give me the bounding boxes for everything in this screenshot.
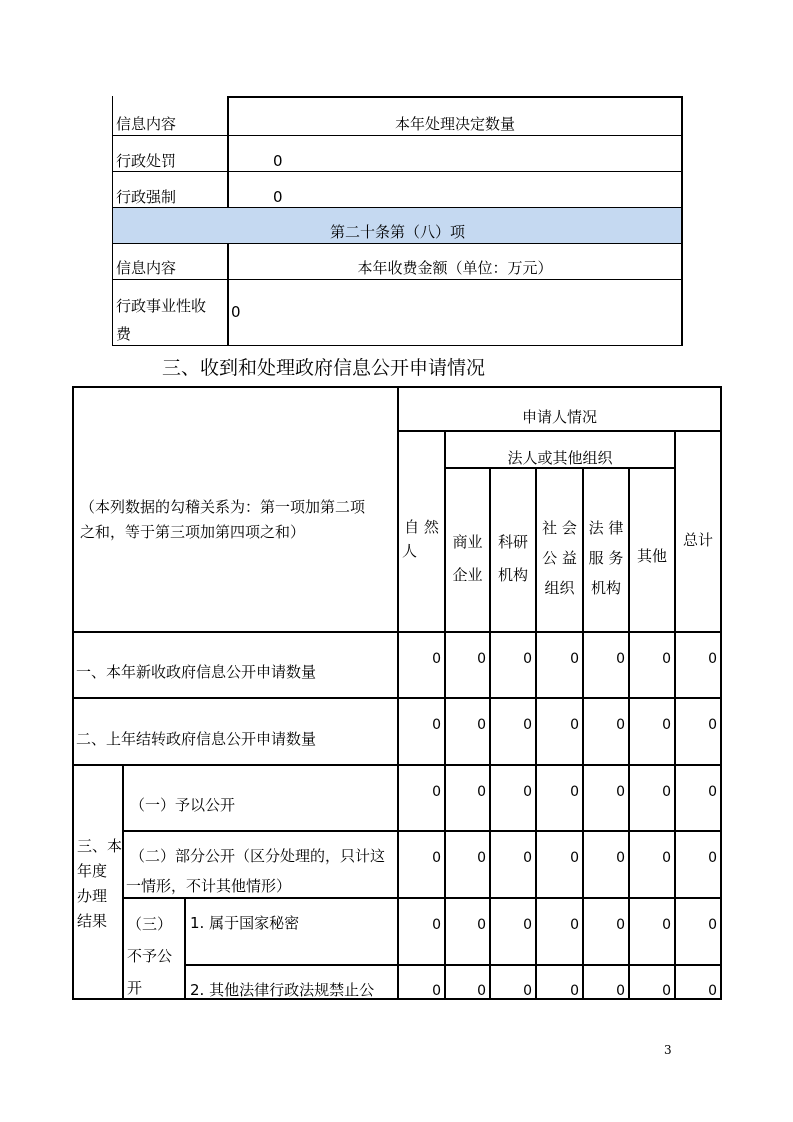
row-label-state-secret: 1. 属于国家秘密	[190, 914, 300, 932]
col-legal-service-line: 机构	[590, 579, 621, 597]
row-label-carried-over: 二、上年结转政府信息公开申请数量	[76, 730, 317, 748]
value-cell: 0	[708, 717, 717, 733]
table-border	[112, 243, 683, 244]
value-cell: 0	[477, 917, 486, 933]
header-right-label: 本年处理决定数量	[394, 115, 515, 133]
value-cell: 0	[616, 784, 625, 800]
value-cell: 0	[616, 917, 625, 933]
col-social-line: 组织	[544, 579, 575, 597]
table-border	[112, 279, 683, 280]
row-label-disclosed: （一）予以公开	[130, 796, 236, 814]
table-border	[112, 207, 683, 208]
row-value-enforcement: 0	[273, 188, 283, 206]
value-cell: 0	[708, 983, 717, 999]
table-border	[112, 171, 683, 172]
sub-group-label-line: 开	[127, 979, 143, 997]
value-cell: 0	[477, 651, 486, 667]
value-cell: 0	[477, 784, 486, 800]
value-cell: 0	[432, 784, 441, 800]
value-cell: 0	[662, 651, 671, 667]
col-legal-service	[584, 516, 628, 600]
table-border	[72, 697, 722, 699]
row-label-penalty: 行政处罚	[116, 152, 177, 170]
value-cell: 0	[432, 651, 441, 667]
value-cell: 0	[477, 717, 486, 733]
value-cell: 0	[523, 717, 532, 733]
col-social-line: 社 会	[542, 519, 577, 537]
col-legal-service-line: 法 律	[588, 519, 624, 537]
header-left-label: 信息内容	[116, 115, 177, 133]
col-commercial-line: 商业	[452, 533, 483, 551]
table-border	[720, 386, 722, 1000]
value-cell: 0	[708, 917, 717, 933]
value-cell: 0	[523, 850, 532, 866]
group-label-line: 三、本	[77, 837, 123, 855]
fee-header-left: 信息内容	[116, 259, 177, 277]
col-total: 总计	[682, 531, 713, 549]
row-label-enforcement: 行政强制	[116, 188, 177, 206]
row-label-other-laws: 2. 其他法律行政法规禁止公	[190, 981, 375, 999]
col-research	[491, 530, 535, 587]
table-border	[122, 897, 722, 899]
row-label-partial-line1: （二）部分公开（区分处理的，只计这	[130, 847, 386, 865]
section-band-label: 第二十条第（八）项	[329, 223, 465, 241]
value-cell: 0	[708, 850, 717, 866]
fee-row-label: 行政事业性收	[116, 297, 207, 315]
value-cell: 0	[708, 784, 717, 800]
table-border	[112, 135, 683, 136]
table-border	[72, 764, 722, 766]
value-cell: 0	[477, 983, 486, 999]
note-line-1: （本列数据的勾稽关系为：第一项加第二项	[80, 498, 366, 516]
legal-group-header: 法人或其他组织	[507, 449, 613, 467]
row-label-new-requests: 一、本年新收政府信息公开申请数量	[76, 663, 317, 681]
table-border	[227, 96, 683, 98]
col-social-line: 公 益	[542, 549, 577, 567]
value-cell: 0	[432, 717, 441, 733]
col-natural-person-line: 自 然	[404, 518, 439, 536]
col-commercial-line: 企业	[452, 566, 483, 584]
sub-group-label-line: （三）	[127, 915, 173, 933]
table-border	[112, 345, 683, 346]
value-cell: 0	[570, 850, 579, 866]
applicant-header: 申请人情况	[521, 408, 597, 426]
group-label-line: 结果	[77, 912, 108, 930]
table-border	[227, 96, 229, 208]
value-cell: 0	[570, 784, 579, 800]
sub-group-label-line: 不予公	[127, 947, 173, 965]
page-number: 3	[664, 1043, 672, 1057]
col-natural-person-line: 人	[402, 542, 418, 560]
table-border	[122, 830, 722, 832]
value-cell: 0	[662, 717, 671, 733]
col-research-line: 科研	[497, 533, 528, 551]
fee-row-value: 0	[231, 303, 241, 321]
value-cell: 0	[570, 651, 579, 667]
col-research-line: 机构	[497, 566, 528, 584]
value-cell: 0	[570, 917, 579, 933]
table-border	[184, 964, 722, 966]
value-cell: 0	[523, 784, 532, 800]
col-other: 其他	[636, 547, 667, 565]
value-cell: 0	[432, 983, 441, 999]
value-cell: 0	[616, 850, 625, 866]
value-cell: 0	[432, 850, 441, 866]
sub-group-label-not-disclosed	[124, 908, 187, 1004]
table-border	[72, 631, 722, 633]
fee-row-label-cont: 费	[116, 325, 132, 343]
value-cell: 0	[616, 651, 625, 667]
table-border	[444, 430, 446, 1000]
table-border	[674, 430, 676, 1000]
value-cell: 0	[662, 917, 671, 933]
value-cell: 0	[662, 983, 671, 999]
table-border	[681, 96, 683, 346]
note-line-2: 之和，等于第三项加第四项之和）	[80, 523, 306, 541]
value-cell: 0	[477, 850, 486, 866]
value-cell: 0	[523, 983, 532, 999]
section-title: 三、收到和处理政府信息公开申请情况	[162, 357, 486, 379]
value-cell: 0	[570, 983, 579, 999]
col-social	[537, 516, 582, 600]
col-commercial	[446, 530, 489, 587]
group-label-results	[74, 834, 125, 934]
value-cell: 0	[662, 784, 671, 800]
group-label-line: 年度	[77, 862, 108, 880]
value-cell: 0	[616, 717, 625, 733]
col-natural-person	[399, 515, 444, 563]
group-label-line: 办理	[77, 887, 108, 905]
value-cell: 0	[708, 651, 717, 667]
value-cell: 0	[432, 917, 441, 933]
fee-header-right: 本年收费金额（单位：万元）	[357, 259, 553, 277]
table-border	[397, 386, 399, 1000]
value-cell: 0	[570, 717, 579, 733]
col-legal-service-line: 服 务	[588, 549, 624, 567]
row-label-partial-line2: 一情形，不计其他情形）	[126, 877, 292, 895]
value-cell: 0	[662, 850, 671, 866]
table-border	[112, 96, 113, 346]
row-value-penalty: 0	[273, 152, 283, 170]
value-cell: 0	[523, 917, 532, 933]
value-cell: 0	[523, 651, 532, 667]
value-cell: 0	[616, 983, 625, 999]
